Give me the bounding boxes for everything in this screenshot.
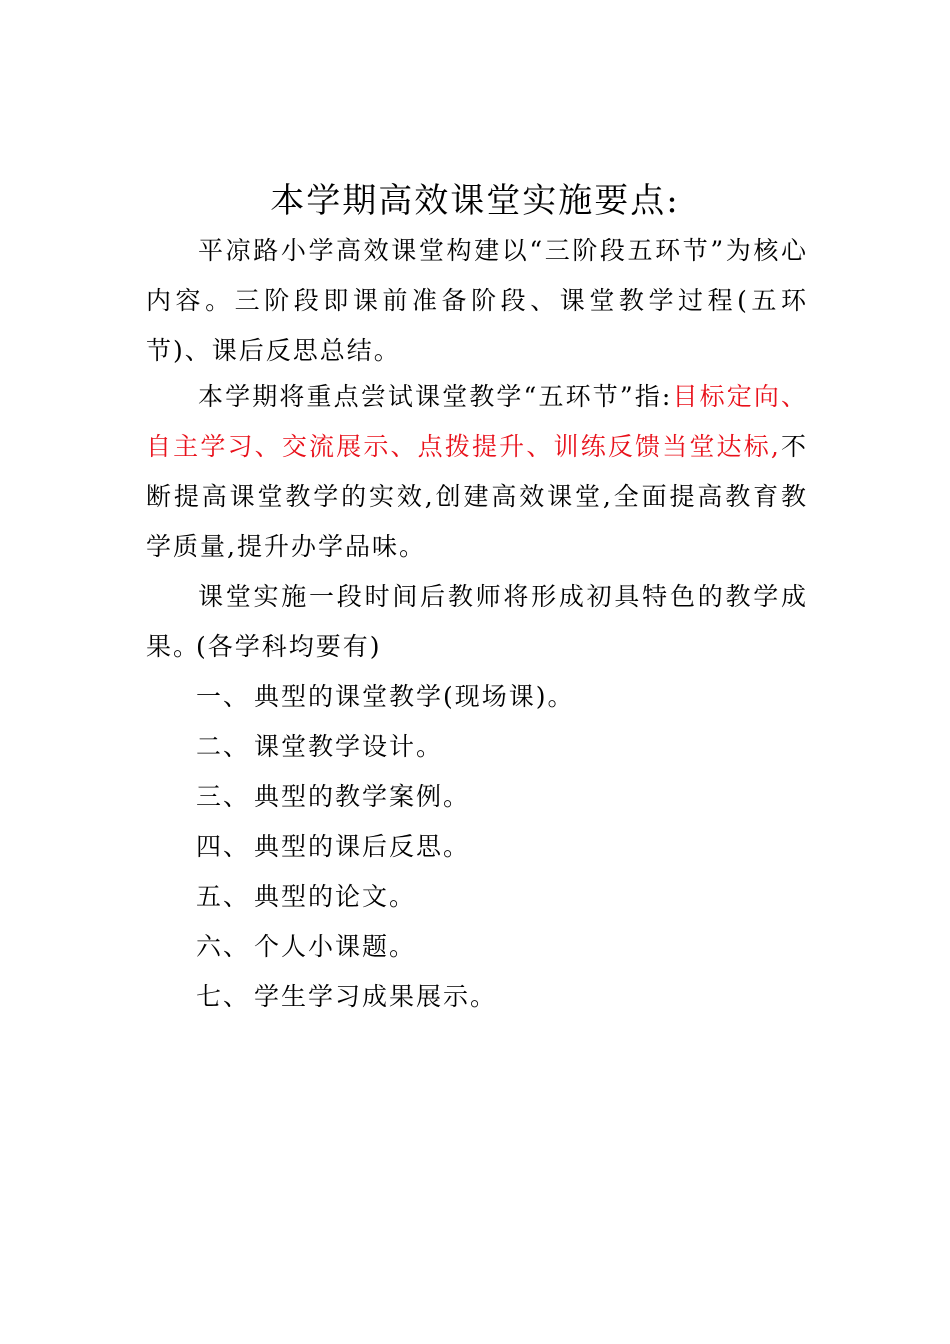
list-item-number: 一、 xyxy=(196,682,251,711)
subject-note: (各学科均要有) xyxy=(196,632,382,661)
five-steps-tail: 不断提高课堂教学的实效,创建高效课堂,全面提高教育教学质量,提升办学品味。 xyxy=(146,432,808,561)
list-item xyxy=(196,922,575,972)
list-item-text: 典型的课堂教学(现场课)。 xyxy=(254,682,575,711)
list-item xyxy=(196,972,575,1022)
list-item-number: 七、 xyxy=(196,982,251,1011)
list-item-text: 个人小课题。 xyxy=(254,932,417,961)
list-item xyxy=(196,822,575,872)
list-item-number: 二、 xyxy=(196,732,251,761)
list-item xyxy=(196,772,575,822)
five-steps-highlight: 目标定向、自主学习、交流展示、点拨提升、训练反馈当堂达标, xyxy=(146,382,808,461)
intro-paragraph: 平凉路小学高效课堂构建以“三阶段五环节”为核心内容。三阶段即课前准备阶段、课堂教学过程(五环节)、课后反思总结。 xyxy=(146,236,808,365)
list-item xyxy=(196,672,575,722)
list-item-number: 三、 xyxy=(196,782,251,811)
outcome-list xyxy=(196,672,575,1022)
list-item-number: 四、 xyxy=(196,832,251,861)
list-item xyxy=(196,722,575,772)
five-steps-paragraph xyxy=(146,372,808,572)
list-item-number: 六、 xyxy=(196,932,251,961)
list-item-text: 典型的课后反思。 xyxy=(254,832,471,861)
outcome-paragraph: 课堂实施一段时间后教师将形成初具特色的教学成果。 xyxy=(146,582,808,661)
list-item-text: 学生学习成果展示。 xyxy=(254,982,498,1011)
list-item-text: 典型的教学案例。 xyxy=(254,782,471,811)
page-title: 本学期高效课堂实施要点: xyxy=(270,181,680,221)
list-item-number: 五、 xyxy=(196,882,251,911)
list-item-text: 课堂教学设计。 xyxy=(254,732,444,761)
list-item xyxy=(196,872,575,922)
five-steps-lead: 本学期将重点尝试课堂教学“五环节”指: xyxy=(198,382,673,411)
list-item-text: 典型的论文。 xyxy=(254,882,417,911)
